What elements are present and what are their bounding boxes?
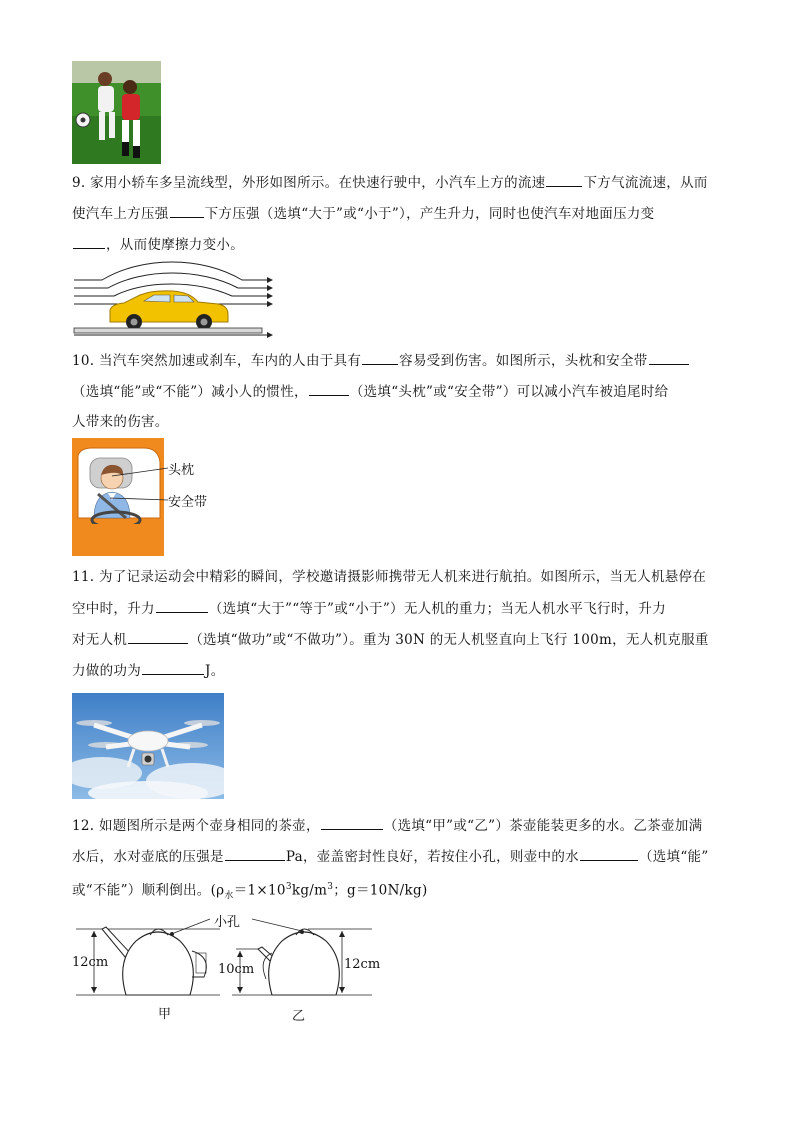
- exponent: 3: [327, 882, 334, 892]
- q12-blank-2[interactable]: [225, 846, 285, 861]
- drone-photo: [72, 693, 224, 799]
- hole-label: 小孔: [214, 915, 241, 930]
- q12-text: （选填“甲”或“乙”）茶壶能装更多的水。乙茶壶加满: [383, 818, 703, 834]
- q12-text: kg/m: [291, 882, 328, 899]
- q11-line-1: [72, 567, 706, 587]
- q11-blank-2[interactable]: [128, 629, 188, 644]
- headrest-label: 头枕: [168, 463, 195, 478]
- q9-blank-3[interactable]: [73, 234, 105, 249]
- q12-text: 水后，水对壶底的压强是: [72, 849, 224, 865]
- q12-line-1: [72, 815, 702, 836]
- q9-blank-1[interactable]: [546, 172, 582, 187]
- q11-line-3: [72, 629, 709, 650]
- q11-text: J。: [205, 663, 225, 679]
- q10-text: 人带来的伤害。: [72, 414, 169, 430]
- teapot-yi-label: 乙: [292, 1009, 306, 1024]
- q10-blank-2[interactable]: [649, 350, 689, 365]
- q12-text: 或“不能”）顺利倒出。(ρ: [72, 882, 225, 899]
- q12-blank-3[interactable]: [580, 846, 638, 861]
- car-airflow-diagram: [72, 258, 278, 338]
- q12-text: 12. 如题图所示是两个壶身相同的茶壶，: [72, 818, 320, 834]
- q9-line-3: [72, 234, 244, 255]
- jia-height-label: 12cm: [72, 955, 109, 970]
- q10-blank-1[interactable]: [362, 350, 398, 365]
- q11-blank-1[interactable]: [156, 598, 208, 613]
- q9-text: 下方气流流速，从而: [583, 175, 708, 191]
- q12-text: ＝1×10: [233, 882, 286, 899]
- q11-text: （选填“做功”或“不做功”）。重为 30N 的无人机竖直向上飞行 100m，无人机克服重: [189, 632, 709, 648]
- rho-subscript: 水: [224, 891, 234, 902]
- soccer-photo: [72, 61, 161, 164]
- q11-blank-3[interactable]: [142, 660, 204, 675]
- q10-text: （选填“能”或“不能”）减小人的惯性，: [72, 384, 308, 400]
- q11-text: （选填“大于”“等于”或“小于”）无人机的重力；当无人机水平飞行时，升力: [208, 601, 667, 617]
- teapot-jia-label: 甲: [158, 1007, 172, 1022]
- q11-text: 空中时，升力: [72, 601, 155, 617]
- q11-text: 11. 为了记录运动会中精彩的瞬间，学校邀请摄影师携带无人机来进行航拍。如图所示，当无人机悬停在: [72, 569, 707, 585]
- q11-text: 力做的功为: [72, 663, 141, 679]
- q10-blank-3[interactable]: [309, 381, 349, 396]
- q12-text: ；g＝10N/kg): [333, 882, 428, 899]
- q11-text: 对无人机: [72, 632, 128, 648]
- q10-text: 10. 当汽车突然加速或刹车，车内的人由于具有: [72, 353, 362, 369]
- q9-text: 9. 家用小轿车多呈流线型，外形如图所示。在快速行驶中，小汽车上方的流速: [72, 175, 546, 191]
- q10-line-3: [72, 412, 169, 432]
- q11-line-4: [72, 660, 225, 681]
- yi-height-label: 12cm: [344, 957, 381, 972]
- q9-blank-2[interactable]: [170, 203, 204, 218]
- q11-line-2: [72, 598, 666, 619]
- q10-text: 容易受到伤害。如图所示，头枕和安全带: [399, 353, 648, 369]
- label-pointer-lines: [110, 462, 170, 502]
- q10-line-1: [72, 350, 690, 371]
- q10-line-2: [72, 381, 668, 402]
- yi-spout-height-label: 10cm: [218, 962, 255, 977]
- q12-text: Pa，壶盖密封性良好，若按住小孔，则壶中的水: [285, 849, 579, 865]
- q12-line-3: [72, 877, 428, 906]
- exponent: 3: [285, 882, 292, 892]
- q12-line-2: [72, 846, 709, 867]
- q9-text: 使汽车上方压强: [72, 206, 169, 222]
- q9-line-2: [72, 203, 654, 224]
- q9-text: ，从而使摩擦力变小。: [106, 237, 244, 253]
- q9-text: 下方压强（选填“大于”或“小于”），产生升力，同时也使汽车对地面压力变: [204, 206, 655, 222]
- q9-line-1: [72, 172, 708, 193]
- q10-text: （选填“头枕”或“安全带”）可以减小汽车被追尾时给: [349, 384, 669, 400]
- q12-text: （选填“能”: [638, 849, 709, 865]
- seatbelt-label: 安全带: [168, 495, 208, 510]
- q12-blank-1[interactable]: [321, 815, 383, 830]
